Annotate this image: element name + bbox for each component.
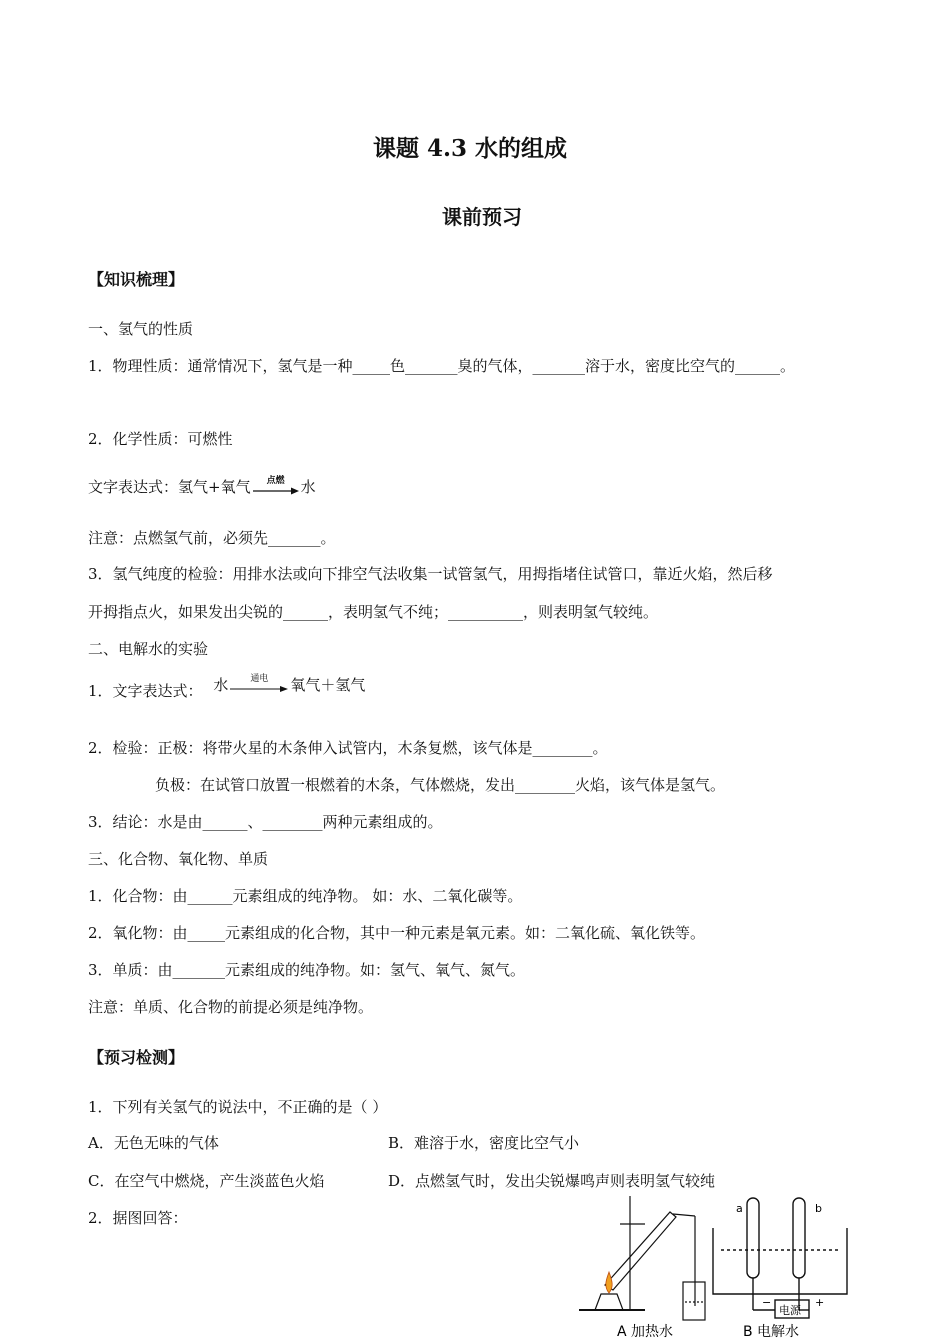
s2-heading: 二、电解水的实验 — [88, 640, 209, 658]
s1-word-equation — [88, 476, 316, 497]
s1-heading: 一、氢气的性质 — [88, 320, 194, 338]
arrow-icon — [230, 674, 288, 693]
electrolysis-apparatus — [713, 1198, 847, 1318]
minus-sign: − — [762, 1296, 772, 1309]
arrow-icon — [253, 476, 299, 495]
s1-equation-left: 文字表达式：氢气+氧气 — [88, 478, 251, 496]
q1-option-c: C．在空气中燃烧，产生淡蓝色火焰 — [88, 1172, 325, 1190]
flame-icon — [606, 1272, 612, 1293]
q1-option-d: D．点燃氢气时，发出尖锐爆鸣声则表明氢气较纯 — [388, 1172, 716, 1190]
caption-a: A 加热水 — [617, 1324, 674, 1340]
question-1: 1．下列有关氢气的说法中，不正确的是（ ） — [88, 1098, 388, 1116]
s2-positive-test: 2．检验：正极：将带火星的木条伸入试管内，木条复燃，该气体是________。 — [88, 739, 608, 757]
s1-note: 注意：点燃氢气前，必须先_______。 — [88, 529, 336, 547]
s1-purity-1: 3．氢气纯度的检验：用排水法或向下排空气法收集一试管氢气，用拇指堵住试管口，靠近火焰，然后移 — [88, 565, 773, 583]
plus-sign: + — [815, 1296, 825, 1309]
check-header: 【预习检测】 — [88, 1048, 185, 1067]
s2-conclusion: 3．结论：水是由______、________两种元素组成的。 — [88, 813, 443, 831]
heating-apparatus — [579, 1196, 705, 1320]
s2-equation-label: 1．文字表达式： — [88, 682, 203, 700]
s2-equation-right: 氧气＋氢气 — [290, 676, 366, 694]
arrow-condition: 点燃 — [266, 476, 285, 486]
arrow-condition: 通电 — [250, 674, 269, 684]
s1-chemical: 2．化学性质：可燃性 — [88, 430, 233, 448]
page-subtitle: 课前预习 — [442, 205, 522, 229]
s3-element: 3．单质：由_______元素组成的纯净物。如：氢气、氧气、氮气。 — [88, 961, 526, 979]
experiment-figure — [575, 1190, 865, 1344]
s2-equation-left: 水 — [213, 676, 229, 694]
page-title: 课题 4.3 水的组成 — [373, 135, 568, 162]
q1-option-b: B．难溶于水，密度比空气小 — [388, 1134, 580, 1152]
s2-word-equation — [88, 674, 366, 701]
s3-heading: 三、化合物、氧化物、单质 — [88, 850, 269, 868]
caption-b: B 电解水 — [743, 1324, 800, 1340]
s1-purity-2: 开拇指点火，如果发出尖锐的______，表明氢气不纯；__________，则表明氢气较纯。 — [88, 603, 659, 621]
power-label: 电源 — [779, 1304, 801, 1317]
q1-option-a: A．无色无味的气体 — [88, 1134, 219, 1152]
s2-negative-test: 负极：在试管口放置一根燃着的木条，气体燃烧，发出________火焰，该气体是氢气。 — [155, 776, 726, 794]
question-2: 2．据图回答： — [88, 1209, 188, 1227]
tube-a-label: a — [736, 1202, 743, 1215]
s3-note: 注意：单质、化合物的前提必须是纯净物。 — [88, 998, 374, 1016]
knowledge-header: 【知识梳理】 — [88, 270, 185, 289]
s3-oxide: 2．氧化物：由_____元素组成的化合物，其中一种元素是氧元素。如：二氧化硫、氧化铁等。 — [88, 924, 706, 942]
s3-compound: 1．化合物：由______元素组成的纯净物。 如：水、二氧化碳等。 — [88, 887, 523, 905]
s1-equation-right: 水 — [300, 478, 316, 496]
tube-b-label: b — [815, 1202, 822, 1215]
s1-physical: 1．物理性质：通常情况下，氢气是一种_____色_______臭的气体，_______溶于水，密度比空气的______。 — [88, 357, 796, 375]
